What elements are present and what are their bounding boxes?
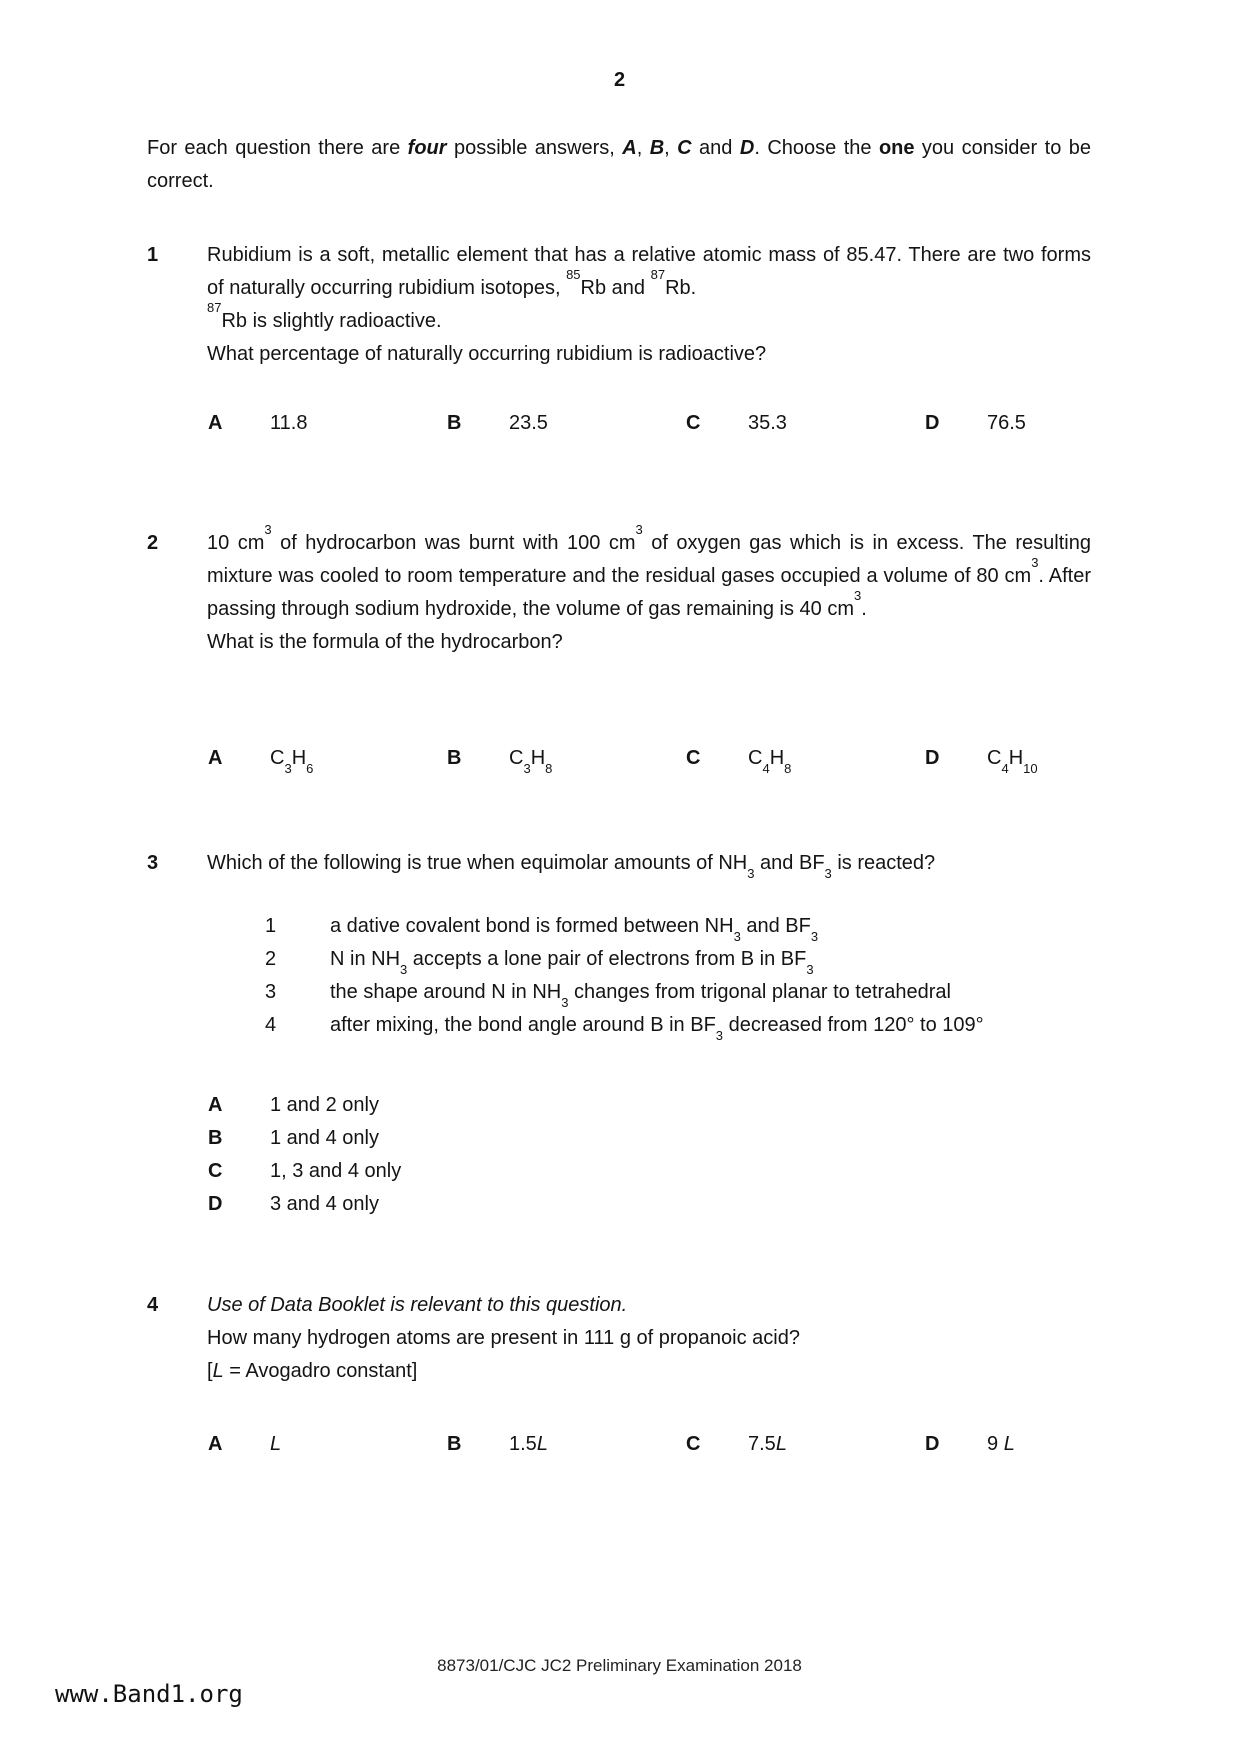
option-letter: D [208, 1193, 223, 1215]
q3-option-b [208, 1122, 401, 1155]
formula-subscript: 3 [733, 929, 741, 944]
statement-text [330, 976, 951, 1009]
option-value: 76.5 [987, 412, 1026, 434]
option-letter: A [208, 412, 223, 434]
element-symbol: C [748, 747, 763, 769]
q2-option-b [447, 742, 686, 775]
text-run: of oxygen gas which is in excess. The resulting mixture was cooled to room temperature and the residual gases occupied a volume of 80 cm [207, 532, 1091, 587]
statement-row-3 [265, 976, 1095, 1009]
text-run-four: four [407, 137, 447, 159]
statement-text [330, 910, 818, 943]
text-run: and BF [754, 852, 825, 874]
option-letter: D [925, 1433, 940, 1455]
q4-option-b [447, 1428, 686, 1461]
element-symbol: H [291, 747, 307, 769]
cm3-superscript: 3 [635, 522, 643, 538]
text-run: of hydrocarbon was burnt with 100 cm [271, 532, 636, 554]
statement-row-2 [265, 943, 1095, 976]
avogadro-symbol: L [212, 1360, 224, 1382]
option-letter: B [447, 747, 462, 769]
q1-options [208, 407, 1164, 440]
option-formula [270, 742, 313, 775]
text-run-one: one [878, 137, 915, 159]
question-1-number: 1 [147, 244, 159, 266]
option-value: 11.8 [270, 412, 308, 434]
option-value [270, 1428, 281, 1461]
option-formula [509, 742, 552, 775]
element-symbol: C [270, 747, 285, 769]
q1-option-a [208, 407, 447, 440]
text-run: What is the formula of the hydrocarbon? [207, 631, 563, 653]
text-run-d: D [739, 137, 755, 159]
text-run: [ [207, 1360, 213, 1382]
q4-option-c [686, 1428, 925, 1461]
text-run: N in NH [330, 948, 401, 970]
question-2 [147, 522, 1091, 659]
text-run: Rb is slightly radioactive. [221, 310, 442, 332]
option-letter: B [208, 1127, 223, 1149]
statement-row-4 [265, 1009, 1095, 1042]
text-run: you consider to be correct. [147, 137, 1092, 192]
isotope-85-superscript: 85 [566, 267, 581, 283]
text-run-c: C [677, 137, 692, 159]
option-text: 1 and 2 only [270, 1094, 379, 1116]
q3-option-d [208, 1188, 401, 1221]
isotope-87-superscript: 87 [207, 300, 222, 316]
text-run: and [691, 137, 740, 159]
page-number: 2 [613, 69, 626, 91]
option-value [748, 1428, 787, 1461]
text-run: . After passing through sodium hydroxide, the volume of gas remaining is 40 cm [207, 565, 1091, 620]
q1-option-d [925, 407, 1164, 440]
option-letter: C [208, 1160, 223, 1182]
isotope-87-superscript: 87 [650, 267, 666, 283]
cm3-superscript: 3 [1031, 555, 1039, 571]
q1-option-c [686, 407, 925, 440]
question-1-line2 [207, 300, 1091, 338]
text-run: . Choose the [754, 137, 879, 159]
text-run: Rubidium is a soft, metallic element that has a relative atomic mass of 85.47. There are two forms of naturally occurring rubidium isotopes, [207, 244, 1091, 299]
q3-statements [265, 910, 1095, 1042]
question-3-number: 3 [147, 852, 159, 874]
option-letter: C [686, 1433, 701, 1455]
question-3-text [207, 847, 1091, 880]
formula-subscript: 8 [545, 761, 553, 776]
option-text: 3 and 4 only [270, 1193, 379, 1215]
text-run-a: A [622, 137, 637, 159]
option-value: 23.5 [509, 412, 548, 434]
q4-option-d [925, 1428, 1164, 1461]
instructions-text [147, 132, 1091, 198]
formula-subscript: 3 [284, 761, 292, 776]
question-2-prompt [207, 626, 1091, 659]
text-run: 1.5 [509, 1433, 537, 1455]
text-run: and BF [740, 915, 811, 937]
avogadro-symbol: L [536, 1433, 548, 1455]
q3-option-c [208, 1155, 401, 1188]
statement-row-1 [265, 910, 1095, 943]
formula-subscript: 6 [306, 761, 314, 776]
formula-subscript: 3 [400, 962, 408, 977]
option-value: 35.3 [748, 412, 787, 434]
formula-subscript: 8 [784, 761, 792, 776]
option-letter: A [208, 1433, 223, 1455]
text-run: Rb and [580, 277, 651, 299]
option-value [987, 1428, 1015, 1461]
statement-text [330, 1009, 984, 1042]
option-text: 1 and 4 only [270, 1127, 379, 1149]
question-3-body [207, 847, 1091, 880]
question-1-prompt [207, 338, 1091, 371]
avogadro-symbol: L [775, 1433, 787, 1455]
question-4-bracket [207, 1355, 1091, 1388]
text-run: possible answers, [446, 137, 623, 159]
option-formula [748, 742, 791, 775]
option-text: 1, 3 and 4 only [270, 1160, 402, 1182]
question-2-text [207, 522, 1091, 626]
option-letter: C [686, 747, 701, 769]
text-run: , [636, 137, 650, 159]
question-4 [147, 1289, 1091, 1388]
q4-options [208, 1428, 1164, 1461]
statement-number: 4 [265, 1014, 277, 1036]
option-letter: D [925, 747, 940, 769]
q2-options [208, 742, 1164, 775]
text-run: . [861, 598, 867, 620]
option-formula [987, 742, 1038, 775]
option-letter: A [208, 747, 223, 769]
formula-subscript: 4 [762, 761, 770, 776]
q2-option-d [925, 742, 1164, 775]
formula-subscript: 3 [810, 929, 819, 944]
element-symbol: C [987, 747, 1002, 769]
avogadro-symbol: L [270, 1433, 282, 1455]
statement-number: 1 [265, 915, 277, 937]
cm3-superscript: 3 [264, 522, 272, 538]
question-4-number: 4 [147, 1294, 159, 1316]
text-run: after mixing, the bond angle around B in BF [330, 1014, 716, 1036]
text-run: Rb. [665, 277, 697, 299]
footer-site-watermark: www.Band1.org [55, 1680, 243, 1708]
question-1 [147, 239, 1091, 371]
text-run: is reacted? [831, 852, 936, 874]
formula-subscript: 3 [523, 761, 531, 776]
statement-number: 2 [265, 948, 277, 970]
statement-text [330, 943, 814, 976]
text-run: accepts a lone pair of electrons from B in BF [407, 948, 807, 970]
option-letter: D [925, 412, 940, 434]
text-run: = Avogadro constant] [223, 1360, 418, 1382]
formula-subscript: 10 [1023, 761, 1038, 776]
question-2-number: 2 [147, 532, 159, 554]
q3-option-a [208, 1089, 401, 1122]
text-run: 9 [987, 1433, 1004, 1455]
formula-subscript: 3 [824, 866, 832, 881]
element-symbol: C [509, 747, 524, 769]
question-4-prompt: How many hydrogen atoms are present in 111 g of propanoic acid? [207, 1327, 800, 1349]
q3-options [208, 1089, 401, 1221]
option-letter: B [447, 412, 462, 434]
element-symbol: H [530, 747, 546, 769]
q2-option-c [686, 742, 925, 775]
element-symbol: H [769, 747, 785, 769]
cm3-superscript: 3 [854, 588, 862, 604]
text-run: What percentage of naturally occurring rubidium is radioactive? [207, 343, 767, 365]
option-letter: C [686, 412, 701, 434]
question-4-note: Use of Data Booklet is relevant to this question. [207, 1294, 628, 1316]
avogadro-symbol: L [1003, 1433, 1015, 1455]
option-letter: B [447, 1433, 462, 1455]
question-4-body [207, 1289, 1091, 1388]
q1-option-b [447, 407, 686, 440]
text-run: the shape around N in NH [330, 981, 562, 1003]
statement-number: 3 [265, 981, 277, 1003]
q4-option-a [208, 1428, 447, 1461]
formula-subscript: 3 [806, 962, 814, 977]
text-run: 10 cm [207, 532, 265, 554]
option-letter: A [208, 1094, 223, 1116]
question-2-body [207, 522, 1091, 659]
formula-subscript: 3 [747, 866, 755, 881]
text-run: , [664, 137, 678, 159]
text-run: a dative covalent bond is formed between NH [330, 915, 734, 937]
text-run: For each question there are [147, 137, 408, 159]
option-value [509, 1428, 548, 1461]
formula-subscript: 3 [561, 995, 569, 1010]
question-3 [147, 847, 1091, 880]
text-run: changes from trigonal planar to tetrahedral [568, 981, 951, 1003]
text-run-b: B [649, 137, 665, 159]
formula-subscript: 3 [715, 1028, 724, 1043]
question-1-body [207, 239, 1091, 371]
q2-option-a [208, 742, 447, 775]
text-run: decreased from 120° to 109° [723, 1014, 984, 1036]
footer-exam-code: 8873/01/CJC JC2 Preliminary Examination 2018 [437, 1656, 802, 1675]
text-run: Which of the following is true when equimolar amounts of NH [207, 852, 748, 874]
question-1-text [207, 239, 1091, 305]
formula-subscript: 4 [1001, 761, 1009, 776]
text-run: 7.5 [748, 1433, 776, 1455]
element-symbol: H [1008, 747, 1024, 769]
